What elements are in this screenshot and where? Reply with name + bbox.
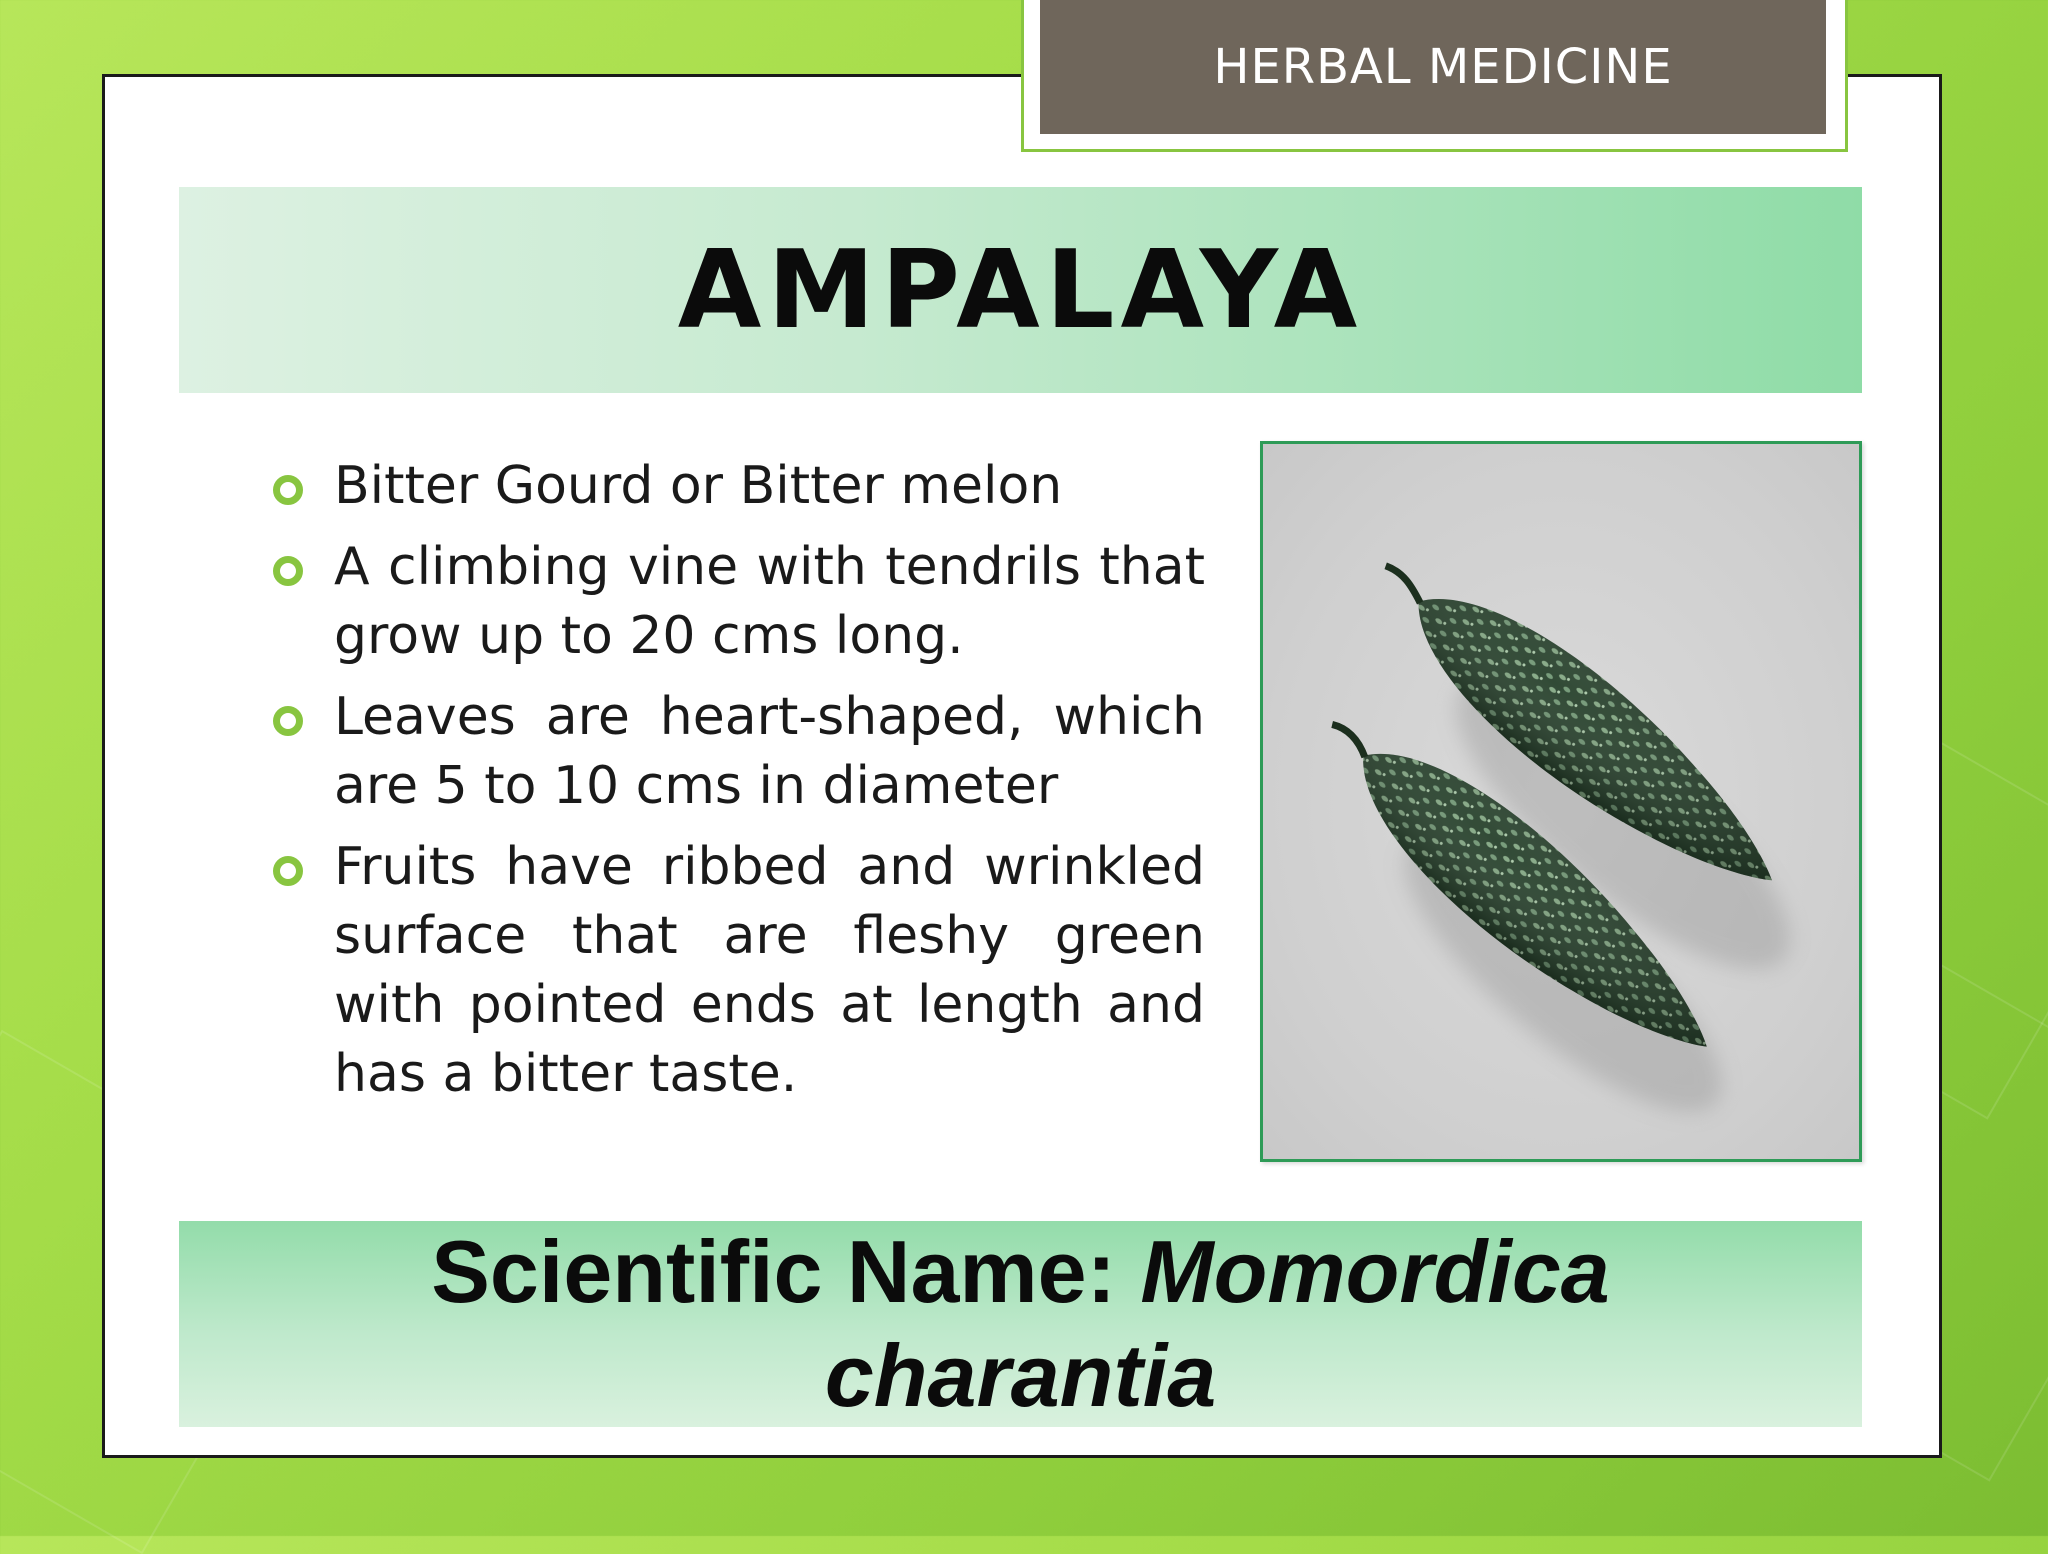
bullet-ring-icon	[273, 556, 303, 586]
scientific-name-label: Scientific Name:	[431, 1222, 1141, 1321]
bullet-list	[270, 452, 1205, 1121]
bullet-text: Leaves are heart-shaped, which are 5 to 10 cms in diameter	[334, 687, 1205, 816]
scientific-name-line	[431, 1220, 1610, 1324]
bullet-item	[270, 683, 1205, 821]
scientific-genus: Momordica	[1140, 1222, 1610, 1321]
title-band	[179, 187, 1862, 393]
bitter-gourd-photo	[1260, 441, 1862, 1162]
header-label: HERBAL MEDICINE	[1213, 39, 1673, 95]
scientific-name-band	[179, 1221, 1862, 1427]
bullet-text: Bitter Gourd or Bitter melon	[334, 456, 1063, 516]
bitter-gourd-icon	[1263, 444, 1859, 1159]
bullet-ring-icon	[273, 856, 303, 886]
bullet-item	[270, 533, 1205, 671]
bullet-text: A climbing vine with tendrils that grow up to 20 cms long.	[334, 537, 1205, 666]
scientific-species: charantia	[824, 1326, 1217, 1425]
bullet-ring-icon	[273, 706, 303, 736]
bullet-text: Fruits have ribbed and wrinkled surface that are fleshy green with pointed ends at length and has a bitter taste.	[334, 837, 1205, 1104]
bullet-ring-icon	[273, 475, 303, 505]
bullet-item	[270, 452, 1205, 521]
bullet-item	[270, 833, 1205, 1109]
slide-title: AMPALAYA	[677, 227, 1364, 353]
header-tab	[1040, 0, 1826, 134]
